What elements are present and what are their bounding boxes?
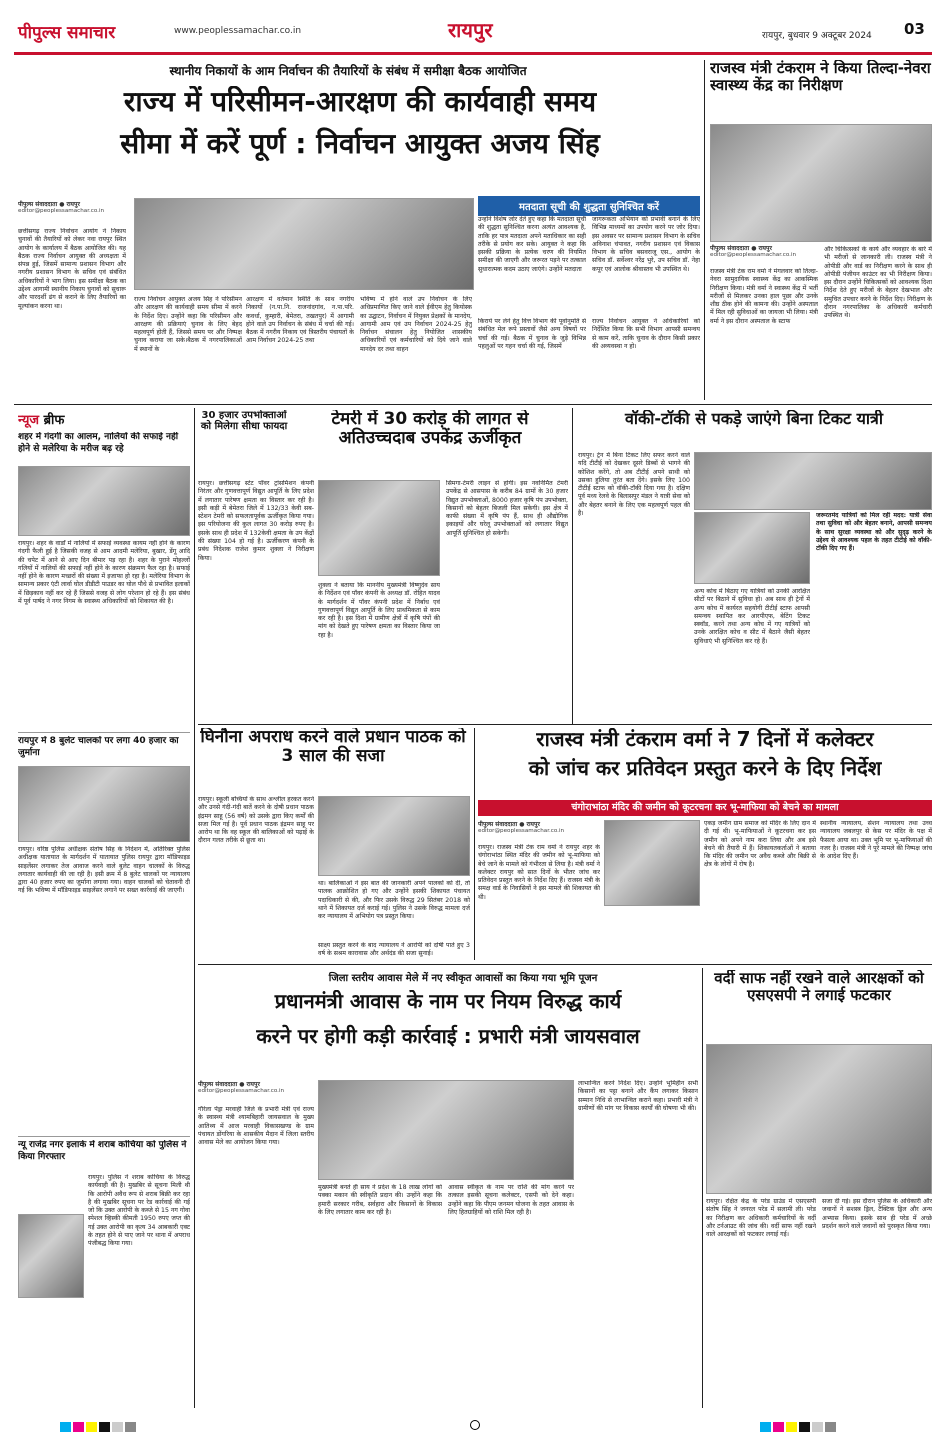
awas-kicker: जिला स्तरीय आवास मेले में नए स्वीकृत आवासों का किया गया भूमि पूजन [328, 973, 598, 984]
lead-col-1: छत्तीसगढ़ राज्य निर्वाचन आयोग ने निकाय चुनावों की तैयारियों को लेकर नवा रायपुर स्थित आयोग के कार्यालय में बैठक आयोजित की। यह बैठक राज्य निर्वाचन आयुक्त की अध्यक्षता में संपन्न हुई, जिसमें सामान्य प्रशासन विभाग और नगरीय प्रशासन विभाग के सचिव एवं संबंधित अधिकारियों ने भाग लिया। इस समीक्षा बैठक का उद्देश्य आगामी स्थानीय निकाय चुनावों को सुचारू और पारदर्शी ढंग से कराने के लिए तैयारियों का मूल्यांकन करना था। [18, 228, 126, 310]
masthead-rule [14, 52, 932, 55]
lead-meeting-photo [134, 198, 474, 290]
collector-minister-photo [604, 820, 700, 906]
crime-col-3: साक्ष्य प्रस्तुत करने के बाद न्यायालय ने आरोपी को दोषी पाते हुए 3 वर्ष के सश्रम कारावास और अर्थदंड की सजा सुनाई। [318, 942, 470, 958]
brief-1-text: रायपुर। शहर के वार्डों में नालियों में सफाई व्यवस्था कायम नहीं होने के कारण गंदगी फैली हुई है जिसकी वजह से आम आदमी मलेरिया, बुखार, डेंगू आदि की चपेट में आने से आए दिन बीमार पड़ रहा है। शहर के पुराने मोहल्लों गलियों में नालियों की सफाई नहीं होने के कारण संक्रमण फैल रहा है। सफाई नहीं होने के कारण मच्छरों की संख्या में इजाफा हो रहा है। मलेरिया विभाग के सामान्य प्रकार एंटी लार्वा घोल डीडीटी पाउडर का घोल पौधे से प्रभावित इलाकों में छिड़काव नहीं कर रहे हैं जिससे वजह से लोग परेशान हो रहे हैं। इस संबंध में पूर्व पार्षद ने नगर निगम के स्वास्थ्य अधिकारियों को शिकायत की है। [18, 540, 190, 606]
walkie-photo-1 [694, 452, 932, 510]
collector-headline-line2: को जांच कर प्रतिवेदन प्रस्तुत करने के दिए निर्देश [528, 755, 882, 780]
voter-list-box-title: मतदाता सूची की शुद्धता सुनिश्चित करें [478, 196, 700, 216]
awas-col-4: लाभान्वित करने निर्देश दिए। उन्होंने भूमिहीन सभी किसानों का पट्टा बनाने और कैंप लगाकर किसान सम्मान निधि से लाभान्वित कराने कहा। प्रभारी मंत्री ने ग्रामीणों की मांग पर विकास कार्यों की घोषणा भी की। [578, 1080, 698, 1112]
brief-3-title: न्यू राजेंद्र नगर इलाके में शराब कोचिया को पुलिस ने किया गिरफ्तार [18, 1140, 187, 1162]
lead-byline: पीपुल्स संवाददाता ● रायपुर editor@peoplessamachar.co.in [18, 201, 105, 214]
news-brief-label-a: न्यूज [18, 413, 40, 428]
temri-photo [318, 480, 440, 576]
tildanevra-col-1: राजस्व मंत्री टंक राम वर्मा ने मंगलवार को तिल्दा-नेवरा सामुदायिक स्वास्थ्य केंद्र का आकस्मिक निरीक्षण किया। मंत्री वर्मा ने स्वास्थ्य केंद्र में भर्ती मरीजों से मिलकर उनका हाल पूछा और उनके शीघ्र ठीक होने की कामना की। उन्होंने अस्पताल में मिल रही सुविधाओं का जायजा भी लिया। मंत्री वर्मा ने इस दौरान अस्पताल के स्टाफ [710, 268, 818, 325]
tildanevra-byline: पीपुल्स संवाददाता ● रायपुर editor@peoplessamachar.co.in [710, 245, 797, 258]
color-bar-left [60, 1418, 180, 1432]
tildanevra-photo [710, 124, 932, 242]
collector-col-3: स्थानीय न्यायालय, सेशन न्यायालय तथा उच्च न्यायालय जबलपुर से केस पर मंदिर के पक्ष में फैसला आया था। उक्त भूमि पर भू-माफियाओं की नजर है। राजस्व मंत्री ने पूरे मामले की निष्पक्ष जांच के आदेश दिए हैं। [820, 820, 932, 861]
awas-headline [198, 990, 698, 1074]
divider-mid [572, 408, 573, 724]
color-bar-right [760, 1418, 880, 1432]
divider-police [702, 968, 703, 1408]
crime-photo [318, 796, 470, 876]
brief-1-title: शहर में गंदगी का आलम, नालियों की सफाई नहीं होने से मलेरिया के मरीज बढ़ रहे [18, 432, 179, 454]
temri-side-head: 30 हजार उपभोक्ताओं को मिलेगा सीधा फायदा [200, 410, 288, 433]
crime-headline: घिनौना अपराध करने वाले प्रधान पाठक को 3 साल की सजा [200, 728, 466, 767]
brief-3-photo [18, 1214, 84, 1298]
website: www.peoplessamachar.co.in [174, 26, 302, 36]
brief-rule-1 [18, 732, 190, 733]
lead-col-3: आरक्षण में वर्तमान स्थिति के साथ नगरीय निकायों (न.पा.नि. राजनांदगांव, न.पा.परि. कवर्धा, कुम्हारी, बेमेतरा, तखतपुर) में आगामी होने वाले उप निर्वाचन के संबंध में चर्चा की गई।बैठक में नगरीय निकाय एवं त्रिस्तरीय पंचायतों के आम निर्वाचन 2024-25 तथा [246, 296, 354, 345]
crime-col-1: रायपुर। स्कूली बच्चियों के साथ अश्लील हरकत करने और उनसे गंदी-गंदी बातें करने के दोषी प्रधान पाठक इंद्रमन साहू (56 वर्ष) को उसके द्वारा किए कर्मों की सजा मिल गई है। पूर्व प्रधान पाठक इंद्रमन साहू पर आरोप था कि वह स्कूल की बालिकाओं को पढ़ाई के दौरान गलत तरीके से छूता था। [198, 796, 314, 845]
walkie-photo-2 [694, 512, 810, 584]
tildanevra-col-2: और चिकित्सकों के कार्य और व्यवहार के बारे में भी मरीजों से जानकारी ली। राजस्व मंत्री ने ओपीडी और वार्ड का निरीक्षण करने के साथ ही ओपीडी पंजीयन काउंटर का भी निरीक्षण किया। इस दौरान उन्होंने चिकित्सकों को आवश्यक दिशा निर्देश देते हुए मरीजों के बेहतर देखभाल और समुचित उपचार करने के निर्देश दिए। निरीक्षण के दौरान नगरपालिका के अधिकारी कर्मचारी उपस्थित थे। [824, 246, 932, 320]
police-col-2: सजा दी गई। इस दौरान पुलिस के अधिकारी और जवानों ने सशस्त्र ड्रिल, टैक्टिक ड्रिल और अन्य अभ्यास किया। इसके साथ ही परेड में अच्छे प्रदर्शन करने वाले जवानों को पुरस्कृत किया गया। [822, 1198, 932, 1230]
walkie-col-1: रायपुर। ट्रेन में बिना टिकट लिए सफर करने वाले यदि टीटीई को देखकर दूसरे डिब्बों से भागने की कोशिश करेंगे, तो अब टीटीई अपने साथी को उसका हुलिया तुरंत बता देंगे। इसके लिए 100 टीटीई स्टाफ को वॉकी-टॉकी दिया गया है। दक्षिण पूर्व मध्य रेलवे के बिलासपुर मंडल ने यात्री सेवा को और बेहतर बनाने के लिए एक महत्वपूर्ण पहल की है। [578, 452, 690, 518]
temri-col-1: रायपुर। छत्तीसगढ़ स्टेट पॉवर ट्रांसमिशन कंपनी निरंतर और गुणवत्तापूर्ण विद्युत आपूर्ति के लिए प्रदेश में लगातार पारेषण क्षमता का विस्तार कर रही है। इसी कड़ी में बेमेतरा जिले में 132/33 केवी सब-स्टेशन टेमरी को सफलतापूर्वक ऊर्जीकृत किया गया। इस परियोजना की कुल लागत 30 करोड़ रुपए है। इसके साथ ही प्रदेश में 132केवी क्षमता के उप केंद्रों की संख्या 104 हो गई है। ऊर्जीकरण कंपनी के प्रबंध निदेशक राजेश कुमार शुक्ला ने निरीक्षण किया। [198, 480, 314, 562]
rule-row-2 [198, 724, 932, 725]
brief-2-text: रायपुर। वरिष्ठ पुलिस अधीक्षक संतोष सिंह के निर्देशन में, अतिरिक्त पुलिस अधीक्षक यातायात के मार्गदर्शन में यातायात पुलिस रायपुर द्वारा मॉडिफाइड साइलेंसर लगाकर तेज आवाज करने वाले बुलेट वाहन चालकों के विरुद्ध लगातार कार्यवाही की जा रही है। इसी क्रम में 8 बुलेट चालकों पर न्यायालय द्वारा 40 हजार रुपए का जुर्माना लगाया गया। वाहन चालकों को चेतावनी दी गई कि भविष्य में मॉडिफाइड साइलेंसर लगाने पर सख्त कार्रवाई की जाएगी। [18, 846, 190, 895]
awas-col-3: आवास स्वीकृत के नाम पर राशि की मांग करने पर तत्काल इसकी सूचना कलेक्टर, एसपी को देने कहा। उन्होंने कहा कि पीएम जनमन योजना के तहत आवास के लिए हितग्राहियों को राशि मिल रही है। [448, 1184, 574, 1216]
lead-headline [20, 86, 700, 196]
police-parade-photo [706, 1044, 932, 1194]
temri-headline: टेमरी में 30 करोड़ की लागत से अतिउच्चदाब उपकेंद्र ऊर्जीकृत [331, 410, 529, 449]
registration-mark-left [470, 1420, 480, 1430]
lead-kicker: स्थानीय निकायों के आम निर्वाचन की तैयारियों के संबंध में समीक्षा बैठक आयोजित [169, 64, 527, 78]
walkie-headline: वॉकी-टॉकी से पकड़े जाएंगे बिना टिकट यात्री [624, 410, 884, 428]
awas-col-2: मुख्यमंत्री बनते ही साय ने प्रदेश के 18 लाख लोगों को पक्का मकान की स्वीकृति प्रदान की। उन्होंने कहा कि हमारी सरकार गरीब, सर्वहारा और किसानों के विकास के लिए लगातार काम कर रही है। [318, 1184, 442, 1216]
awas-photo [318, 1080, 574, 1180]
news-brief-label-b: ब्रीफ [43, 413, 65, 428]
collector-headline [478, 728, 932, 800]
collector-headline-line1: राजस्व मंत्री टंकराम वर्मा ने 7 दिनों में कलेक्टर [536, 728, 874, 751]
rule-row-1 [14, 404, 932, 405]
collector-col-1: रायपुर। राजस्व मंत्री टंक राम वर्मा ने रायपुर शहर के चंगोराभांठा स्थित मंदिर की जमीन को भू-माफिया को बेचे जाने के मामले को गंभीरता से लिया है। मंत्री वर्मा ने कलेक्टर रायपुर को सात दिनों के भीतर जांच कर प्रतिवेदन प्रस्तुत करने के निर्देश दिए हैं। राजस्व मंत्री के समक्ष वार्ड के निवासियों ने इस मामले की शिकायत की थी। [478, 844, 600, 901]
police-col-1: रायपुर। रक्षित केंद्र के परेड ग्राउंड में एसएसपी संतोष सिंह ने जनरल परेड में सलामी ली। परेड का निरीक्षण कर अधिकारी कर्मचारियों के वर्दी और टर्नआउट की जांच की। वर्दी साफ नहीं रखने वाले आरक्षकों को फटकार लगाई गई। [706, 1198, 816, 1239]
collector-byline: पीपुल्स संवाददाता ● रायपुर editor@peoplessamachar.co.in [478, 821, 565, 834]
brief-2-photo [18, 766, 190, 842]
brief-1-photo [18, 466, 190, 536]
rule-row-3 [198, 964, 932, 965]
lead-headline-line1: राज्य में परिसीमन-आरक्षण की कार्यवाही समय [123, 86, 597, 118]
collector-subhead: चंगोराभांठा मंदिर की जमीन को कूटरचना कर भू-माफिया को बेचने का मामला [478, 800, 932, 816]
voter-list-box [478, 196, 700, 400]
city-title: रायपुर [448, 18, 493, 42]
awas-headline-line1: प्रधानमंत्री आवास के नाम पर नियम विरुद्ध कार्य [274, 990, 622, 1013]
lead-col-6: राज्य निर्वाचन आयुक्त ने अधिकारियों को निर्देशित किया कि सभी विभाग आपसी समन्वय से काम करें, ताकि चुनाव के दौरान किसी प्रकार की अव्यवस्था न हो। [592, 318, 700, 350]
divider-collector [474, 728, 475, 960]
brief-3-text: रायपुर। पुलिस ने शराब कोचिया के विरुद्ध कार्यवाही की है। मुखबिर से सूचना मिली थी कि आरोपी अवैध रूप से शराब बिक्री कर रहा है की मुखबिर सूचना पर रेड कार्रवाई की गई जो कि उक्त आरोपी के कब्जे से 15 नग गोवा स्पेशल व्हिस्की कीमती 1950 रुपए जप्त की गई उक्त आरोपी का कृत्य 34 आबकारी एक्ट के तहत होने से पाए जाने पर थाना में अपराध पंजीबद्ध किया गया। [88, 1174, 190, 1248]
lead-col-5: किराये पर लेने हेतु वित्त विभाग की पूर्वानुमति से संबंधित मेल रूपे प्रस्तावों जैसे अन्य विषयों पर चर्चा की गई। बैठक में चुनाव के जुड़े विभिन्न पहलुओं पर गहन चर्चा की गई, जिसमें [478, 318, 586, 350]
lead-headline-line2: सीमा में करें पूर्ण : निर्वाचन आयुक्त अजय सिंह [120, 126, 600, 160]
brief-rule-2 [18, 1136, 190, 1137]
awas-col-1: गौरेला पेंड्रा मरवाही जिले के प्रभारी मंत्री एवं राज्य के स्वास्थ्य मंत्री श्यामबिहारी जायसवाल के मुख्य आतिथ्य में आज मरवाही विकासखण्ड के ग्राम पंचायत डोंगरिया के शासकीय मैदान में जिला स्तरीय आवास मेले का आयोजन किया गया। [198, 1106, 314, 1147]
tildanevra-headline: राजस्व मंत्री टंकराम ने किया तिल्दा-नेवरा स्वास्थ्य केंद्र का निरीक्षण [710, 60, 931, 95]
crime-col-2: था। बालिकाओं ने इस बात की जानकारी अपने पालकों को दी, तो पालक आक्रोशित हो गए और उन्होंने इसकी शिकायत पंचायत पदाधिकारी से की, और फिर उसके विरुद्ध 29 सितंबर 2018 को थाने में शिकायत दर्ज कराई गई। पुलिस ने उसके विरुद्ध मामला दर्ज कर न्यायालय में अभियोग पत्र प्रस्तुत किया। [318, 880, 470, 921]
brief-2-title: रायपुर में 8 बुलेट चालकों पर लगा 40 हजार का जुर्माना [18, 736, 179, 758]
lead-col-4: भविष्य में होने वाले उप निर्वाचन के लिए अधिप्रमाणित किए जाने वाले ईवीएम हेतु कियोस्क का उद्घाटन, निर्वाचन में नियुक्त प्रेक्षकों के मानदेय, आगामी आम एवं उप निर्वाचन 2024-25 हेतु निर्वाचन संचालन हेतु नियोजित शासकीय अधिकारियों एवं कर्मचारियों को दिये जाने वाले मानदेय दर तथा वाहन [360, 296, 472, 353]
walkie-caption: जरूरतमंद यात्रियों को मिल रही मदद: यात्री सेवा तथा सुविधा को और बेहतर बनाने, आपसी समन्वय के साथ सुरक्षा व्यवस्था को और सुदृढ़ करने के उद्देश्य से आवश्यक पहल के तहत टीटीई को वॉकी-टॉकी दिए गए हैं। [816, 512, 932, 553]
lead-col-2: राज्य निर्वाचन आयुक्त अजय सिंह ने परिसीमन और आरक्षण की कार्यवाही समय सीमा में करने के निर्देश दिए। उन्होंने कहा कि परिसीमन और आरक्षण की प्रक्रियाएं चुनाव के लिए बेहद महत्वपूर्ण होती हैं, जिससे समय पर और निष्पक्ष चुनाव कराया जा सके।बैठक में नगरपालिकाओं में स्थानों के [134, 296, 242, 353]
divider-right-top [704, 60, 705, 400]
temri-col-3: सिमगा-टेमरी लाइन से होगी। इस नवनिर्मित टेमरी उपकेंद्र से आसपास के करीब 84 ग्रामों के 30 हजार विद्युत उपभोक्ताओं, 8000 हजार कृषि पंप उपभोक्ता, किसानों को बेहतर बिजली मिल सकेगी। इस क्षेत्र में काफी संख्या में कृषि पंप हैं, साथ ही औद्योगिक इकाइयों और घरेलू उपभोक्ताओं को लगातार विद्युत आपूर्ति सुनिश्चित हो सकेगी। [446, 480, 568, 537]
walkie-col-2: अन्य कोच में बिठाए गए यात्रियों को उनकी आरक्षित सीटों पर बिठाने में सुविधा हो। अब साथ ही ट्रेनों में अन्य कोच में कार्यरत सहयोगी टीटीई स्टाफ आपसी समन्वय स्थापित कर आरपीएफ, बेटिंग टिकट स्क्वॉड, करने तथा अन्य कोच में गए यात्रियों को उनके आरक्षित कोच व सीट में बैठाने जैसी बेहतर सुविधाएं भी सुनिश्चित कर रहे हैं। [694, 588, 810, 645]
voter-box-col-2: जागरूकता अभियान को प्रभावी बनाने के लिए विभिन्न माध्यमों का उपयोग करने पर जोर दिया। इस अवसर पर सामान्य प्रशासन विभाग के सचिव अविनाश चंपावत, नगरीय प्रशासन एवं विकास विभाग के सचिव बसवराजू एस., आयोग के सचिव डॉ. सर्वेश्वर नरेंद्र भुरे, उप सचिव डॉ. नेहा कपूर एवं आलोक श्रीवास्तव भी उपस्थित थे। [592, 216, 700, 273]
awas-byline: पीपुल्स संवाददाता ● रायपुर editor@peoplessamachar.co.in [198, 1081, 285, 1094]
news-brief-label [18, 410, 190, 428]
voter-box-col-1: उन्होंने विशेष जोर देते हुए कहा कि मतदाता सूची की शुद्धता सुनिश्चित करना अत्यंत आवश्यक है, ताकि हर पात्र मतदाता अपने मताधिकार का सही तरीके से प्रयोग कर सके। आयुक्त ने कहा कि इसकी प्रक्रिया के प्रत्येक चरण की नियमित समीक्षा की जाएगी और जरूरत पड़ने पर तत्काल सुधारात्मक कदम उठाए जाएंगे। उन्होंने मतदाता [478, 216, 586, 273]
dateline: रायपुर, बुधवार 9 अक्टूबर 2024 [762, 31, 872, 41]
paper-logo: पीपुल्स समाचार [18, 23, 116, 43]
temri-col-2: शुक्ला ने बताया कि माननीय मुख्यमंत्री विष्णुदेव साय के निर्देशन एवं पॉवर कंपनी के अध्यक्ष डॉ. रोहित यादव के मार्गदर्शन में पॉवर कंपनी प्रदेश में निर्बाध एवं गुणवत्तापूर्ण विद्युत आपूर्ति के लिए प्राथमिकता से काम कर रही है। इस दिशा में ग्रामीण क्षेत्रों में कृषि पंपों की मांग को देखते हुए पारेषण क्षमता का विस्तार किया जा रहा है। [318, 582, 440, 639]
awas-headline-line2: करने पर होगी कड़ी कार्रवाई : प्रभारी मंत्री जायसवाल [256, 1023, 640, 1048]
masthead [14, 14, 932, 52]
collector-col-2: एकड़ जमीन ग्राम समाज को मंदिर के लिए दान में दी गई थी। भू-माफियाओं ने कूटरचना कर इस जमीन को अपने नाम करा लिया और अब इसे बेचने की तैयारी में हैं। शिकायतकर्ताओं ने बताया कि मंदिर की जमीन पर अवैध कब्जे और बिक्री से क्षेत्र के लोगों में रोष है। [704, 820, 816, 869]
divider-left [194, 408, 195, 1408]
page-number: 03 [904, 20, 925, 38]
police-headline: वर्दी साफ नहीं रखने वाले आरक्षकों को एसएसपी ने लगाई फटकार [714, 970, 924, 1005]
